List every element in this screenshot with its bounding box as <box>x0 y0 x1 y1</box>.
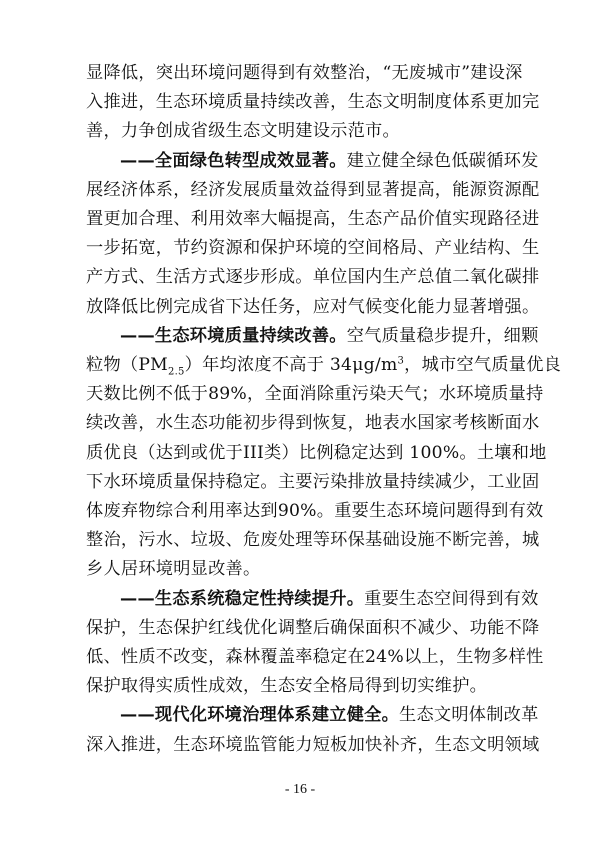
text-line: 下水环境质量保持稳定。主要污染排放量持续减少，工业固 <box>86 471 540 492</box>
text-span: 粒物（PM <box>86 355 168 375</box>
paragraph-heading-line <box>120 702 539 728</box>
text-line: 深入推进，生态环境监管能力短板加快补齐，生态文明领域 <box>86 734 540 755</box>
text-line: 显降低，突出环境问题得到有效整治，“无废城市”建设深 <box>86 63 523 83</box>
superscript: 3 <box>397 355 405 367</box>
text-line: 展经济体系，经济发展质量效益得到显著提高，能源资源配 <box>86 179 540 200</box>
text-line: 低、性质不改变，森林覆盖率稳定在24%以上，生物多样性 <box>86 647 544 667</box>
text-span: 建立健全绿色低碳循环发 <box>346 150 539 171</box>
text-span: ，城市空气质量优良 <box>404 355 562 375</box>
text-span: 重要生态空间得到有效 <box>364 588 539 609</box>
text-line: 置更加合理、利用效率大幅提高，生态产品价值实现路径进 <box>86 209 540 229</box>
section-heading: ——生态系统稳定性持续提升。 <box>120 588 365 609</box>
text-line: 一步拓宽，节约资源和保护环境的空间格局、产业结构、生 <box>86 238 540 259</box>
text-line: 保护取得实质性成效，生态安全格局得到切实维护。 <box>86 676 488 697</box>
text-line: 体废弃物综合利用率达到90%。重要生态环境问题得到有效 <box>86 501 544 521</box>
section-heading: ——生态环境质量持续改善。 <box>120 325 347 346</box>
section-heading: ——全面绿色转型成效显著。 <box>120 150 347 171</box>
text-line: 天数比例不低于89%，全面消除重污染天气；水环境质量持 <box>86 384 544 405</box>
text-line-formula <box>86 352 562 378</box>
text-line: 善，力争创成省级生态文明建设示范市。 <box>86 121 400 142</box>
text-line: 整治，污水、垃圾、危废处理等环保基础设施不断完善，城 <box>86 530 540 551</box>
text-span: 空气质量稳步提升，细颗 <box>346 325 539 346</box>
text-span: 生态文明体制改革 <box>399 705 539 726</box>
page-number: - 16 - <box>284 782 316 797</box>
text-line: 放降低比例完成省下达任务，应对气候变化能力显著增强。 <box>86 296 540 317</box>
text-line: 入推进，生态环境质量持续改善，生态文明制度体系更加完 <box>86 92 540 113</box>
text-line: 保护，生态保护红线优化调整后确保面积不减少、功能不降 <box>86 617 540 638</box>
text-line: 产方式、生活方式逐步形成。单位国内生产总值二氧化碳排 <box>86 267 540 288</box>
text-span: ）年均浓度不高于 34μg/m <box>184 355 398 375</box>
paragraph-heading-line <box>120 586 539 612</box>
text-line: 乡人居环境明显改善。 <box>86 559 261 580</box>
paragraph-heading-line <box>120 148 539 174</box>
subscript: 2.5 <box>167 366 185 378</box>
text-line: 质优良（达到或优于III类）比例稳定达到 100%。土壤和地 <box>86 442 547 463</box>
text-line: 续改善，水生态功能初步得到恢复，地表水国家考核断面水 <box>86 413 540 434</box>
paragraph-heading-line <box>120 323 539 349</box>
section-heading: ——现代化环境治理体系建立健全。 <box>120 705 400 726</box>
